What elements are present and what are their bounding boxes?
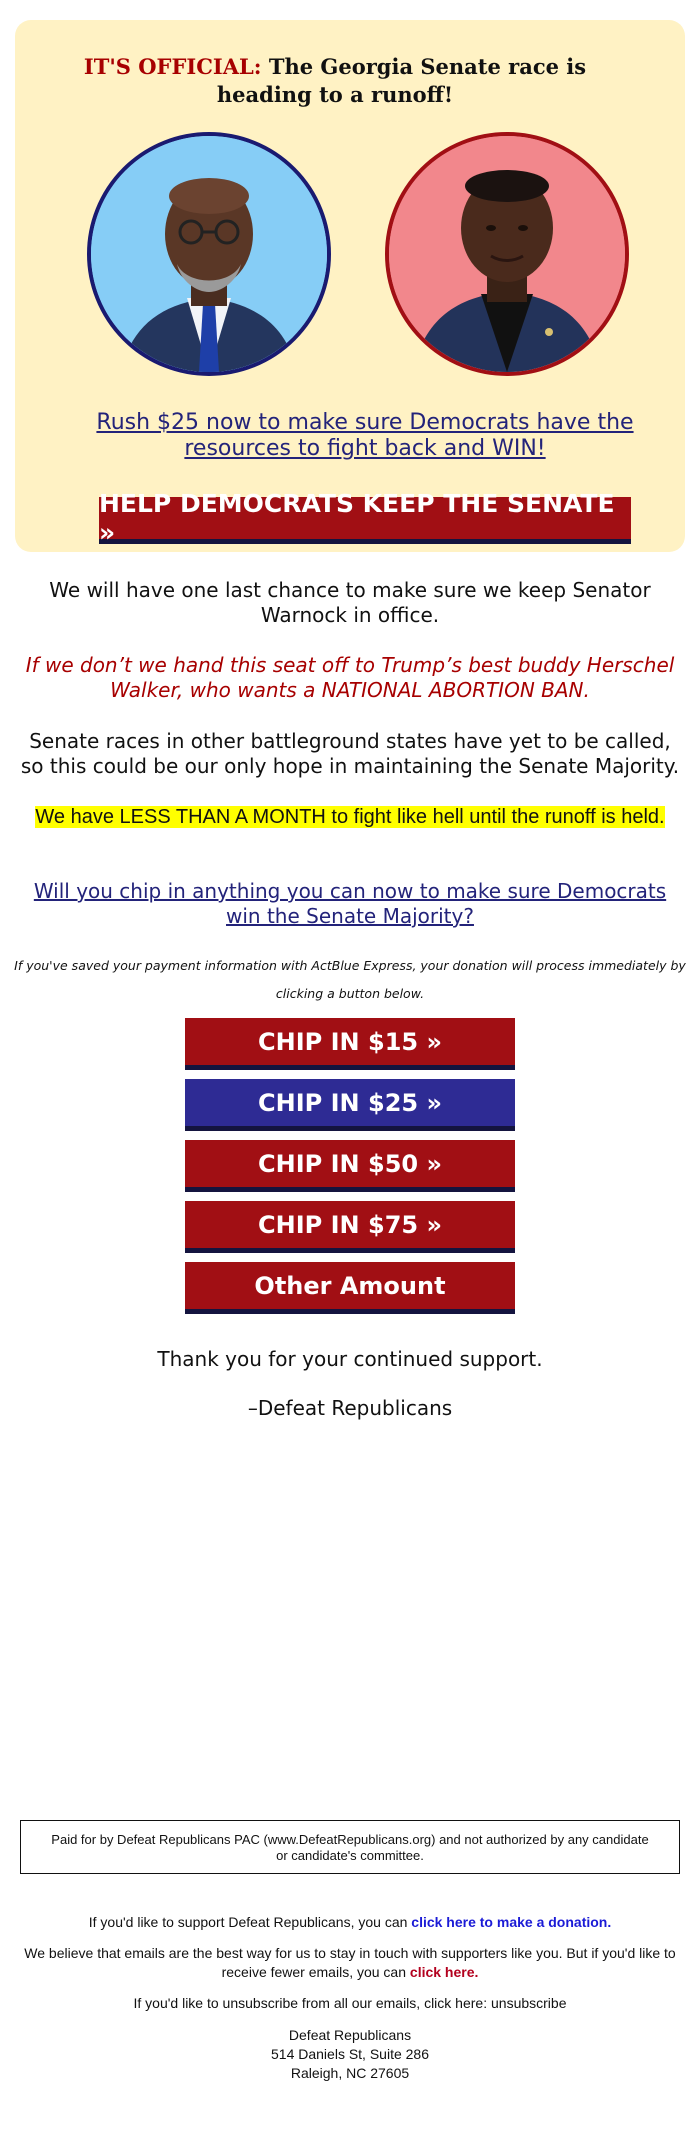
walker-illustration (389, 136, 625, 372)
chip-in-25-button[interactable]: CHIP IN $25 » (185, 1079, 515, 1131)
chip-in-75-button[interactable]: CHIP IN $75 » (185, 1201, 515, 1253)
footer-unsubscribe-line (20, 1994, 680, 2013)
help-democrats-button[interactable]: HELP DEMOCRATS KEEP THE SENATE » (99, 497, 631, 544)
actblue-note: If you've saved your payment information with ActBlue Express, your donation will process immediately by clicking a button below. (14, 958, 686, 1001)
footer-emails-text: We believe that emails are the best way for us to stay in touch with supporters like you. But if you'd like to receive fewer emails, you can (24, 1945, 676, 1980)
paragraph-deadline (15, 804, 685, 830)
paid-for-disclaimer: Paid for by Defeat Republicans PAC (www.DefeatRepublicans.org) and not authorized by any candidate or candidate's committee. (20, 1820, 680, 1874)
warnock-illustration (91, 136, 327, 372)
footer-support-line (20, 1913, 680, 1932)
highlighted-deadline-text: We have LESS THAN A MONTH to fight like hell until the runoff is held. (35, 806, 665, 828)
hero-panel (15, 20, 685, 552)
signature: –Defeat Republicans (247, 1396, 453, 1420)
footer-address-line2: Raleigh, NC 27605 (290, 2065, 410, 2081)
paragraph-walker-warning: If we don’t we hand this seat off to Trump’s best buddy Herschel Walker, who wants a NATIONAL ABORTION BAN. (25, 653, 675, 702)
headline-official-label: IT'S OFFICIAL: (83, 54, 262, 79)
rush-donation-link[interactable]: Rush $25 now to make sure Democrats have the resources to fight back and WIN! (96, 410, 634, 461)
chip-in-link[interactable]: Will you chip in anything you can now to make sure Democrats win the Senate Majority? (33, 879, 667, 928)
candidate-photo-warnock (87, 132, 331, 376)
make-donation-link[interactable]: click here to make a donation. (411, 1914, 612, 1930)
headline (55, 53, 615, 109)
paragraph-battleground: Senate races in other battleground states have yet to be called, so this could be our only hope in maintaining the Senate Majority. (20, 729, 680, 778)
chip-in-50-button[interactable]: CHIP IN $50 » (185, 1140, 515, 1192)
chip-in-15-button[interactable]: CHIP IN $15 » (185, 1018, 515, 1070)
footer-address-line1: 514 Daniels St, Suite 286 (271, 2046, 429, 2062)
fewer-emails-link[interactable]: click here. (409, 1964, 479, 1980)
paragraph-last-chance: We will have one last chance to make sure we keep Senator Warnock in office. (49, 578, 651, 627)
unsubscribe-link[interactable]: unsubscribe (491, 1995, 567, 2011)
footer-unsubscribe-text: If you'd like to unsubscribe from all our emails, click here: (133, 1995, 491, 2011)
thank-you-text: Thank you for your continued support. (157, 1347, 543, 1371)
footer-emails-line (20, 1944, 680, 1982)
other-amount-button[interactable]: Other Amount (185, 1262, 515, 1314)
candidate-photo-walker (385, 132, 629, 376)
headline-text: The Georgia Senate race is heading to a runoff! (216, 54, 587, 107)
footer-address-name: Defeat Republicans (288, 2027, 412, 2043)
footer-support-text: If you'd like to support Defeat Republicans, you can (88, 1914, 412, 1930)
